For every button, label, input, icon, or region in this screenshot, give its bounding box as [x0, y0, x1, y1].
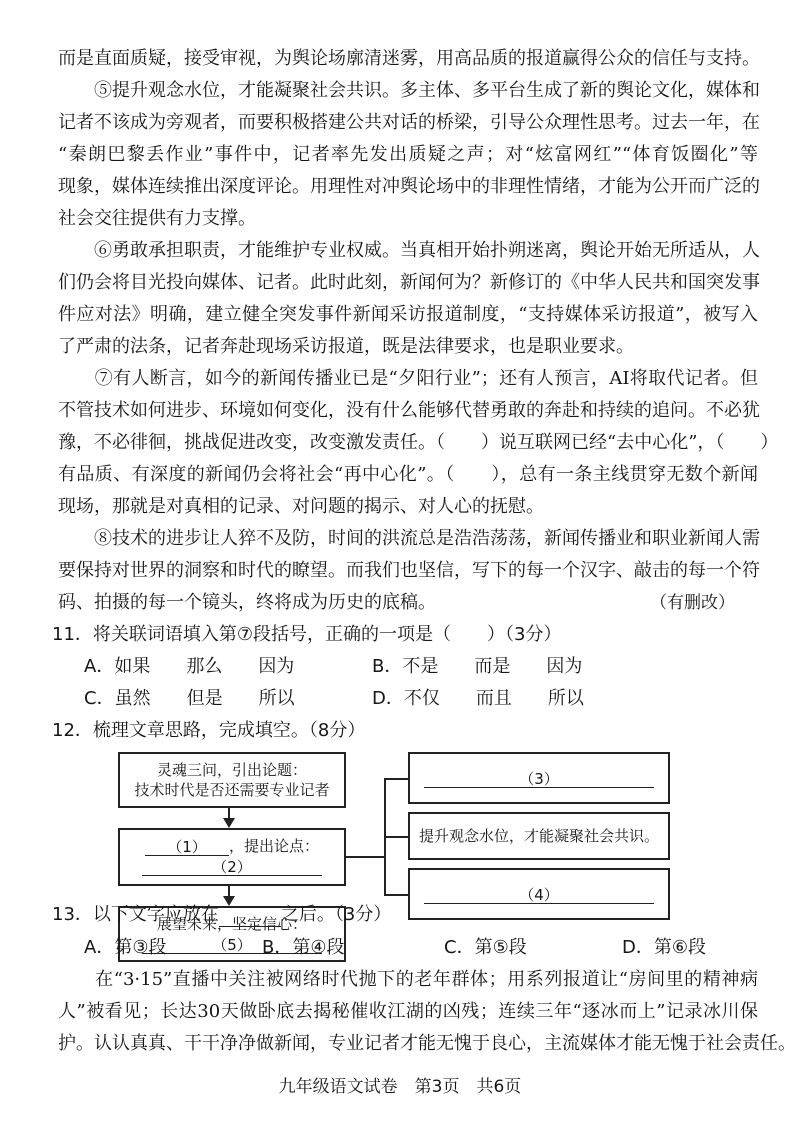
- q11-option-a[interactable]: A．如果 那么 因为: [84, 656, 295, 677]
- passage-line: 现场，那就是对真相的记录、对问题的揭示、对人心的抚慰。: [58, 496, 544, 517]
- diagram-box-point-3: [408, 752, 670, 804]
- connector-line: [384, 836, 408, 838]
- diagram-box-point-4: [408, 868, 670, 920]
- box-intro-line2: 技术时代是否还需要专业记者: [134, 781, 330, 799]
- connector-line: [384, 894, 408, 896]
- diagram-box-point-known: [408, 812, 670, 860]
- source-note: （有删改）: [650, 593, 735, 613]
- passage-line: 现象，媒体连续推出深度评论。用理性对冲舆论场中的非理性情绪，才能为公开而广泛的: [58, 176, 760, 197]
- blank-1[interactable]: （1）: [145, 837, 229, 856]
- blank-4[interactable]: （4）: [424, 885, 654, 904]
- blank-5[interactable]: （5）: [142, 935, 322, 954]
- box-thesis-line2: [120, 856, 344, 876]
- passage-line: 有品质、有深度的新闻仍会将社会“再中心化”。（ ），总有一条主线贯穿无数个新闻: [58, 464, 758, 485]
- q13-text-line: 护。认认真真、干干净净做新闻，专业记者才能无愧于良心，主流媒体才能无愧于社会责任。: [58, 1033, 796, 1054]
- blank-2[interactable]: （2）: [142, 857, 322, 876]
- q13-option-d[interactable]: D．第⑥段: [622, 937, 706, 958]
- passage-line: ⑦有人断言，如今的新闻传播业已是“夕阳行业”；还有人预言，AI将取代记者。但: [58, 368, 758, 389]
- passage-line: 社会交往提供有力支撑。: [58, 208, 256, 229]
- connector-line: [384, 778, 408, 780]
- passage-line: 要保持对世界的洞察和时代的瞭望。而我们也坚信，写下的每一个汉字、敲击的每一个符: [58, 560, 760, 581]
- arrow-down-icon: [223, 818, 235, 828]
- diagram-box-intro: [118, 752, 346, 808]
- question-12-stem: 12．梳理文章思路，完成填空。（8分）: [52, 720, 366, 741]
- passage-line: 了严肃的法条，记者奔赴现场采访报道，既是法律要求，也是职业要求。: [58, 336, 634, 357]
- q13-stem-after: 之后。（3分）: [280, 904, 392, 925]
- box-intro-line1: 灵魂三问，引出论题：: [156, 761, 307, 779]
- passage-line: 不管技术如何进步、环境如何变化，没有什么能够代替勇敢的奔赴和持续的追问。不必犹: [58, 400, 760, 421]
- passage-line: 豫，不必徘徊，挑战促进改变，改变激发责任。（ ）说互联网已经“去中心化”，（ ）: [58, 432, 779, 453]
- q13-option-a[interactable]: A．第③段: [84, 937, 167, 958]
- point-known-text: 提升观念水位，才能凝聚社会共识。: [418, 827, 659, 845]
- passage-line: ⑥勇敢承担职责，才能维护专业权威。当真相开始扑朔迷离，舆论开始无所适从，人: [58, 240, 760, 261]
- q13-answer-blank[interactable]: [219, 908, 281, 927]
- box-outlook-line1: 展望未来，坚定信心：: [156, 915, 307, 933]
- q13-text-line: 在“3·15”直播中关注被网络时代抛下的老年群体；用系列报道让“房间里的精神病: [58, 969, 758, 990]
- passage-line: “秦朗巴黎丢作业”事件中，记者率先发出质疑之声；对“炫富网红”“体育饭圈化”等: [58, 144, 758, 165]
- diagram-box-thesis: [118, 828, 346, 886]
- passage-line: ⑧技术的进步让人猝不及防，时间的洪流总是浩浩荡荡，新闻传播业和职业新闻人需: [58, 528, 760, 549]
- passage-line: 件应对法》明确，建立健全突发事件新闻采访报道制度，“支持媒体采访报道”，被写入: [58, 304, 758, 325]
- passage-line: 而是直面质疑，接受审视，为舆论场廓清迷雾，用高品质的报道赢得公众的信任与支持。: [58, 48, 760, 69]
- page-footer: 九年级语文试卷 第3页 共6页: [278, 1077, 522, 1097]
- box-thesis-line1: [120, 836, 344, 856]
- passage-line: 记者不该成为旁观者，而要积极搭建公共对话的桥梁，引导公众理性思考。过去一年，在: [58, 112, 760, 133]
- thesis-suffix: ，提出论点：: [228, 837, 319, 855]
- question-11-stem: 11．将关联词语填入第⑦段括号，正确的一项是（ ）（3分）: [52, 624, 562, 645]
- q11-option-b[interactable]: B．不是 而是 因为: [372, 656, 583, 677]
- question-13-stem: [52, 903, 391, 927]
- q13-option-c[interactable]: C．第⑤段: [444, 937, 527, 958]
- q13-option-b[interactable]: B．第④段: [262, 937, 345, 958]
- q13-stem-before: 13．以下文字应放在: [52, 904, 219, 925]
- connector-line: [346, 856, 384, 858]
- q11-option-c[interactable]: C．虽然 但是 所以: [84, 688, 295, 709]
- passage-line: 码、拍摄的每一个镜头，终将成为历史的底稿。: [58, 592, 436, 613]
- passage-line: 们仍会将目光投向媒体、记者。此时此刻，新闻何为？新修订的《中华人民共和国突发事: [58, 272, 760, 293]
- q11-option-d[interactable]: D．不仅 而且 所以: [372, 688, 584, 709]
- blank-3[interactable]: （3）: [424, 769, 654, 788]
- q13-text-line: 人”被看见；长达30天做卧底去揭秘催收江湖的凶残；连续三年“逐冰而上”记录冰川保: [58, 1001, 758, 1022]
- passage-line: ⑤提升观念水位，才能凝聚社会共识。多主体、多平台生成了新的舆论文化，媒体和: [58, 80, 760, 101]
